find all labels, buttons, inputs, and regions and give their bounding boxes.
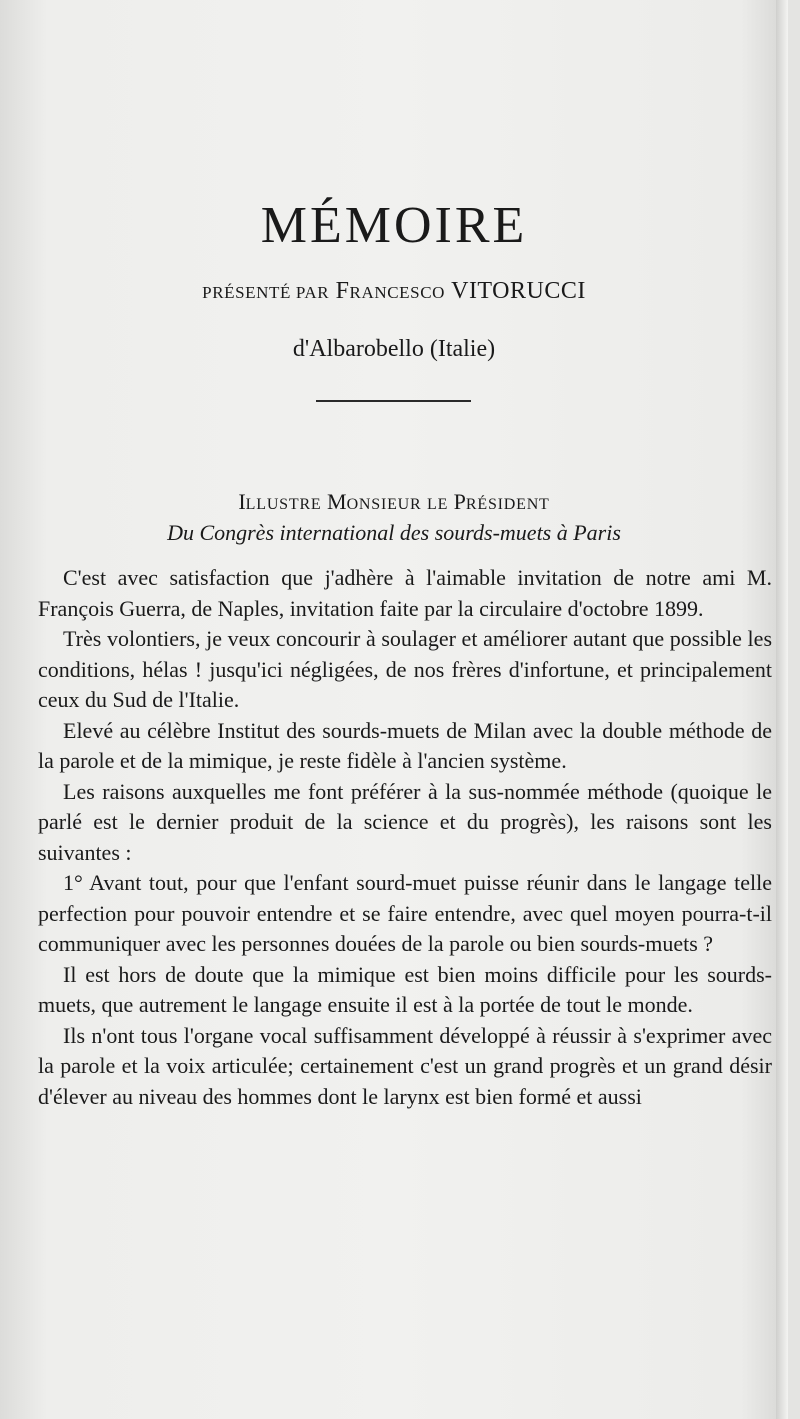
- body-text: [38, 563, 772, 1112]
- congress-line: Du Congrès international des sourds-muets à Paris: [167, 520, 621, 545]
- salutation: [0, 487, 788, 520]
- document-title: MÉMOIRE: [260, 197, 528, 254]
- paragraph: 1° Avant tout, pour que l'enfant sourd-muet puisse réunir dans le langage telle perfection pour pouvoir entendre et se faire entendre, avec quel moyen pourra-t-il communiquer avec les personnes douées de la parole ou bien sourds-muets ?: [38, 870, 772, 956]
- salutation-word-4-rest: RÉSIDENT: [465, 496, 550, 513]
- section-divider: [316, 400, 471, 402]
- paragraph: Il est hors de doute que la mimique est bien moins difficile pour les sourds-muets, que autrement le langage ensuite il est à la portée de tout le monde.: [38, 961, 772, 1017]
- author-origin: d'Albarobello (Italie): [292, 336, 496, 362]
- paragraph: Ils n'ont tous l'organe vocal suffisamment développé à réussir à s'exprimer avec la parole et la voix articulée; certainement c'est un grand progrès et un grand désir d'élever au niveau des hommes dont le larynx est bien formé et aussi: [38, 1022, 772, 1109]
- presented-by-label: PRÉSENTÉ PAR: [202, 283, 330, 302]
- salutation-word-3: LE: [427, 496, 449, 513]
- author-first-name-rest: RANCESCO: [349, 283, 446, 302]
- paragraph: C'est avec satisfaction que j'adhère à l'aimable invitation de notre ami M. François Guerra, de Naples, invitation faite par la circulaire d'octobre 1899.: [38, 565, 772, 621]
- salutation-word-1-initial: I: [238, 489, 246, 514]
- author-first-name-initial: F: [335, 278, 350, 304]
- paragraph: Les raisons auxquelles me font préférer à la sus-nommée méthode (quoique le parlé est le dernier produit de la science et du progrès), les raisons sont les suivantes :: [38, 778, 772, 865]
- salutation-word-4-initial: P: [453, 489, 466, 514]
- salutation-word-2-rest: ONSIEUR: [346, 496, 422, 513]
- paragraph: Très volontiers, je veux concourir à soulager et améliorer autant que possible les conditions, hélas ! jusqu'ici négligées, de nos frères d'infortune, et principalement ceux du Sud de l'Italie.: [38, 626, 772, 712]
- salutation-word-1-rest: LLUSTRE: [245, 496, 322, 513]
- author-surname: VITORUCCI: [451, 278, 586, 304]
- salutation-word-2-initial: M: [327, 489, 347, 514]
- paragraph: Elevé au célèbre Institut des sourds-muets de Milan avec la double méthode de la parole et de la mimique, je reste fidèle à l'ancien système.: [38, 717, 772, 773]
- author-byline: [0, 276, 788, 308]
